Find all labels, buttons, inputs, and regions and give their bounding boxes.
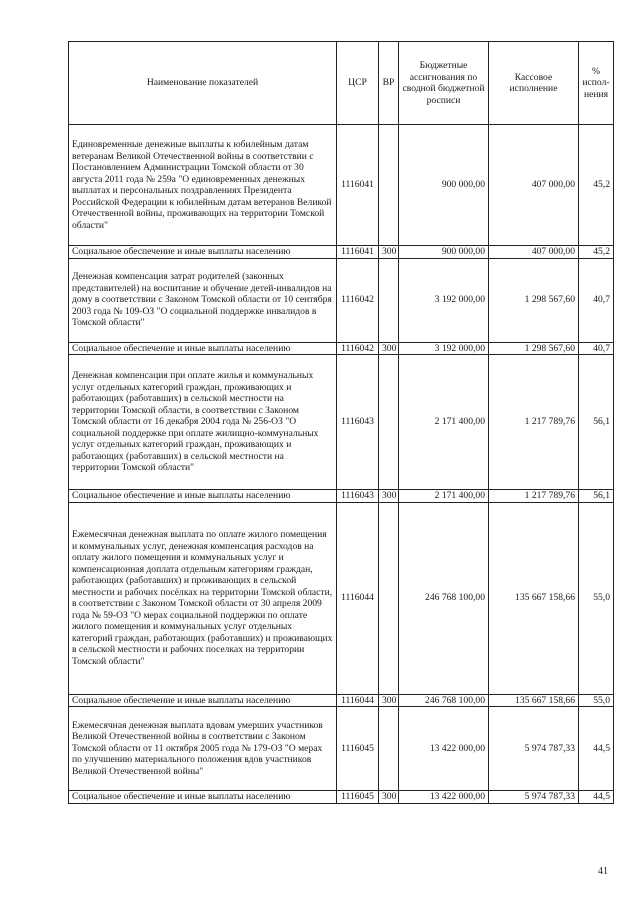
row-vr [379,355,399,490]
row-percent: 40,7 [579,258,614,342]
row-assigned: 3 192 000,00 [399,258,489,342]
table-row [69,791,614,804]
header-vr: ВР [379,42,399,125]
table-row [69,125,614,246]
row-assigned: 13 422 000,00 [399,791,489,804]
row-vr: 300 [379,694,399,707]
row-percent: 56,1 [579,490,614,503]
row-vr [379,258,399,342]
row-vr: 300 [379,490,399,503]
table-row [69,355,614,490]
row-percent: 56,1 [579,355,614,490]
row-vr [379,125,399,246]
row-executed: 5 974 787,33 [489,791,579,804]
row-percent: 55,0 [579,694,614,707]
table-row [69,342,614,355]
row-csr: 1116042 [337,342,379,355]
row-csr: 1116043 [337,490,379,503]
row-name: Денежная компенсация при оплате жилья и коммунальных услуг отдельных категорий граждан, проживающих и работающих (работавших) в сельской местности на территории Томской области, в соответствии с Законом Томской области от 16 декабря 2004 года № 256-ОЗ "О социальной поддержке при оплате жилищно-коммунальных услуг отдельных категорий граждан, проживающих и работающих (работавших) в сельской местности на территории Томской области" [69,355,337,490]
row-csr: 1116041 [337,125,379,246]
header-csr: ЦСР [337,42,379,125]
row-assigned: 3 192 000,00 [399,342,489,355]
row-vr: 300 [379,342,399,355]
row-assigned: 246 768 100,00 [399,694,489,707]
row-assigned: 2 171 400,00 [399,490,489,503]
row-name: Социальное обеспечение и иные выплаты населению [69,246,337,259]
row-executed: 1 298 567,60 [489,258,579,342]
table-row [69,694,614,707]
row-name: Социальное обеспечение и иные выплаты населению [69,342,337,355]
row-name: Ежемесячная денежная выплата по оплате жилого помещения и коммунальных услуг, денежная компенсация расходов на оплату жилого помещения и коммунальных услуг и компенсационная доплата отдельным категориям граждан, работающих (работавших) и проживающих в сельской местности и рабочих посёлках на территории Томской области, в соответствии с Законом Томской области от 30 апреля 2009 года № 59-ОЗ "О мерах социальной поддержки по оплате жилого помещения и коммунальных услуг отдельных категорий граждан, работающих (работавших) и проживающих в сельской местности и рабочих поселках на территории Томской области" [69,502,337,694]
row-vr: 300 [379,246,399,259]
row-executed: 135 667 158,66 [489,694,579,707]
row-name: Ежемесячная денежная выплата вдовам умерших участников Великой Отечественной войны в соответствии с Законом Томской области от 11 октября 2005 года № 179-ОЗ "О мерах по улучшению материального положения вдов участников Великой Отечественной войны" [69,707,337,791]
row-name: Социальное обеспечение и иные выплаты населению [69,791,337,804]
page-number: 41 [598,866,608,877]
header-name: Наименование показателей [69,42,337,125]
row-percent: 40,7 [579,342,614,355]
row-executed: 135 667 158,66 [489,502,579,694]
row-csr: 1116041 [337,246,379,259]
table-row [69,707,614,791]
table-row [69,258,614,342]
row-csr: 1116042 [337,258,379,342]
row-executed: 1 298 567,60 [489,342,579,355]
row-vr [379,707,399,791]
row-assigned: 246 768 100,00 [399,502,489,694]
header-row [69,42,614,125]
budget-execution-table [68,41,614,804]
row-executed: 1 217 789,76 [489,490,579,503]
row-percent: 44,5 [579,791,614,804]
row-assigned: 900 000,00 [399,125,489,246]
row-assigned: 2 171 400,00 [399,355,489,490]
row-assigned: 13 422 000,00 [399,707,489,791]
row-csr: 1116045 [337,791,379,804]
row-vr: 300 [379,791,399,804]
row-percent: 44,5 [579,707,614,791]
row-executed: 407 000,00 [489,125,579,246]
row-percent: 55,0 [579,502,614,694]
row-executed: 5 974 787,33 [489,707,579,791]
row-csr: 1116045 [337,707,379,791]
row-name: Денежная компенсация затрат родителей (законных представителей) на воспитание и обучение детей-инвалидов на дому в соответствии с Законом Томской области от 10 сентября 2003 года № 109-ОЗ "О социальной поддержке инвалидов в Томской области" [69,258,337,342]
table-row [69,246,614,259]
row-csr: 1116043 [337,355,379,490]
row-vr [379,502,399,694]
header-percent: % испол-нения [579,42,614,125]
row-percent: 45,2 [579,246,614,259]
row-percent: 45,2 [579,125,614,246]
table-row [69,502,614,694]
row-csr: 1116044 [337,694,379,707]
row-executed: 1 217 789,76 [489,355,579,490]
row-name: Единовременные денежные выплаты к юбилейным датам ветеранам Великой Отечественной войны в соответствии с Постановлением Администрации Томской области от 30 августа 2011 года № 259а "О единовременных денежных выплатах и персональных поздравлениях Президента Российской Федерации к юбилейным датам ветеранов Великой Отечественной войны, проживающих на территории Томской области" [69,125,337,246]
row-assigned: 900 000,00 [399,246,489,259]
header-assigned: Бюджетные ассигнования по сводной бюджетной росписи [399,42,489,125]
row-name: Социальное обеспечение и иные выплаты населению [69,694,337,707]
row-csr: 1116044 [337,502,379,694]
row-name: Социальное обеспечение и иные выплаты населению [69,490,337,503]
budget-table-sheet [68,41,613,804]
header-executed: Кассовое исполнение [489,42,579,125]
row-executed: 407 000,00 [489,246,579,259]
table-row [69,490,614,503]
